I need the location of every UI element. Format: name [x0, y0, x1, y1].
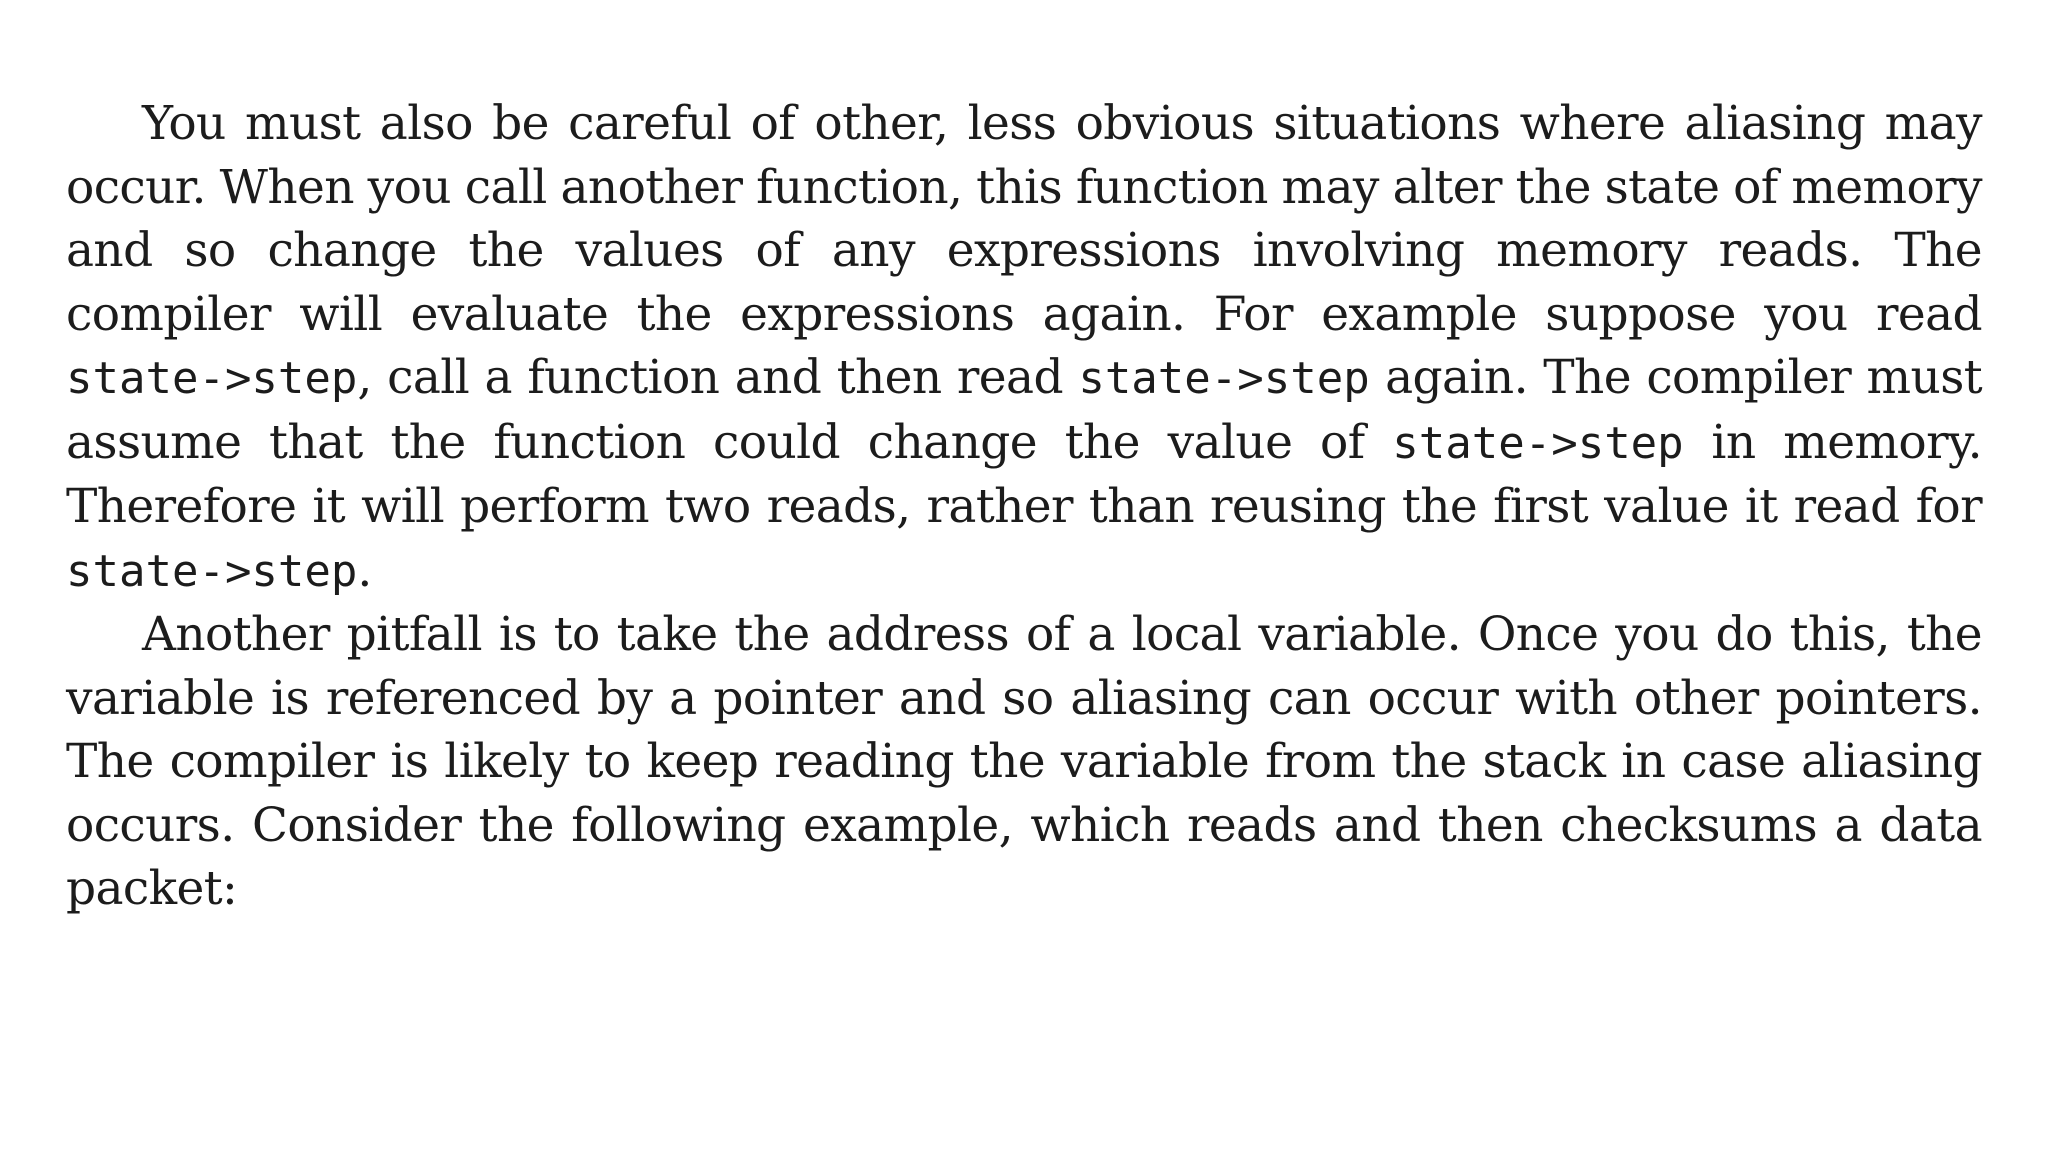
document-page — [66, 92, 1982, 921]
inline-code: state->step — [1078, 353, 1370, 404]
paragraph-1 — [66, 92, 1982, 603]
inline-code: state->step — [1392, 417, 1684, 469]
inline-code: state->step — [66, 545, 358, 597]
inline-code: state->step — [66, 353, 358, 404]
paragraph-2 — [66, 603, 1982, 921]
paragraph-text: You must also be careful of other, less obvious situations where aliasing may occur. When you call another function, this function may alter the state of memory and so change the values of any expressions involving memory reads. The compiler will evaluate the expressions again. For example suppose you read — [66, 96, 1982, 342]
paragraph-text: . — [357, 542, 372, 598]
paragraph-text: in memory. Therefore it will perform two reads, rather than reusing the first value it read for — [66, 414, 1983, 534]
paragraph-text: , call a function and then read — [357, 350, 1079, 405]
paragraph-text: again. The compiler must assume that the function could change the value of — [66, 350, 1982, 470]
paragraph-text: Another pitfall is to take the address of a local variable. Once you do this, the variable is referenced by a pointer and so aliasing can occur with other pointers. The compiler is likely to keep reading the variable from the stack in case aliasing occurs. Consider the following example, which reads and then checksums a data packet: — [66, 607, 1982, 916]
